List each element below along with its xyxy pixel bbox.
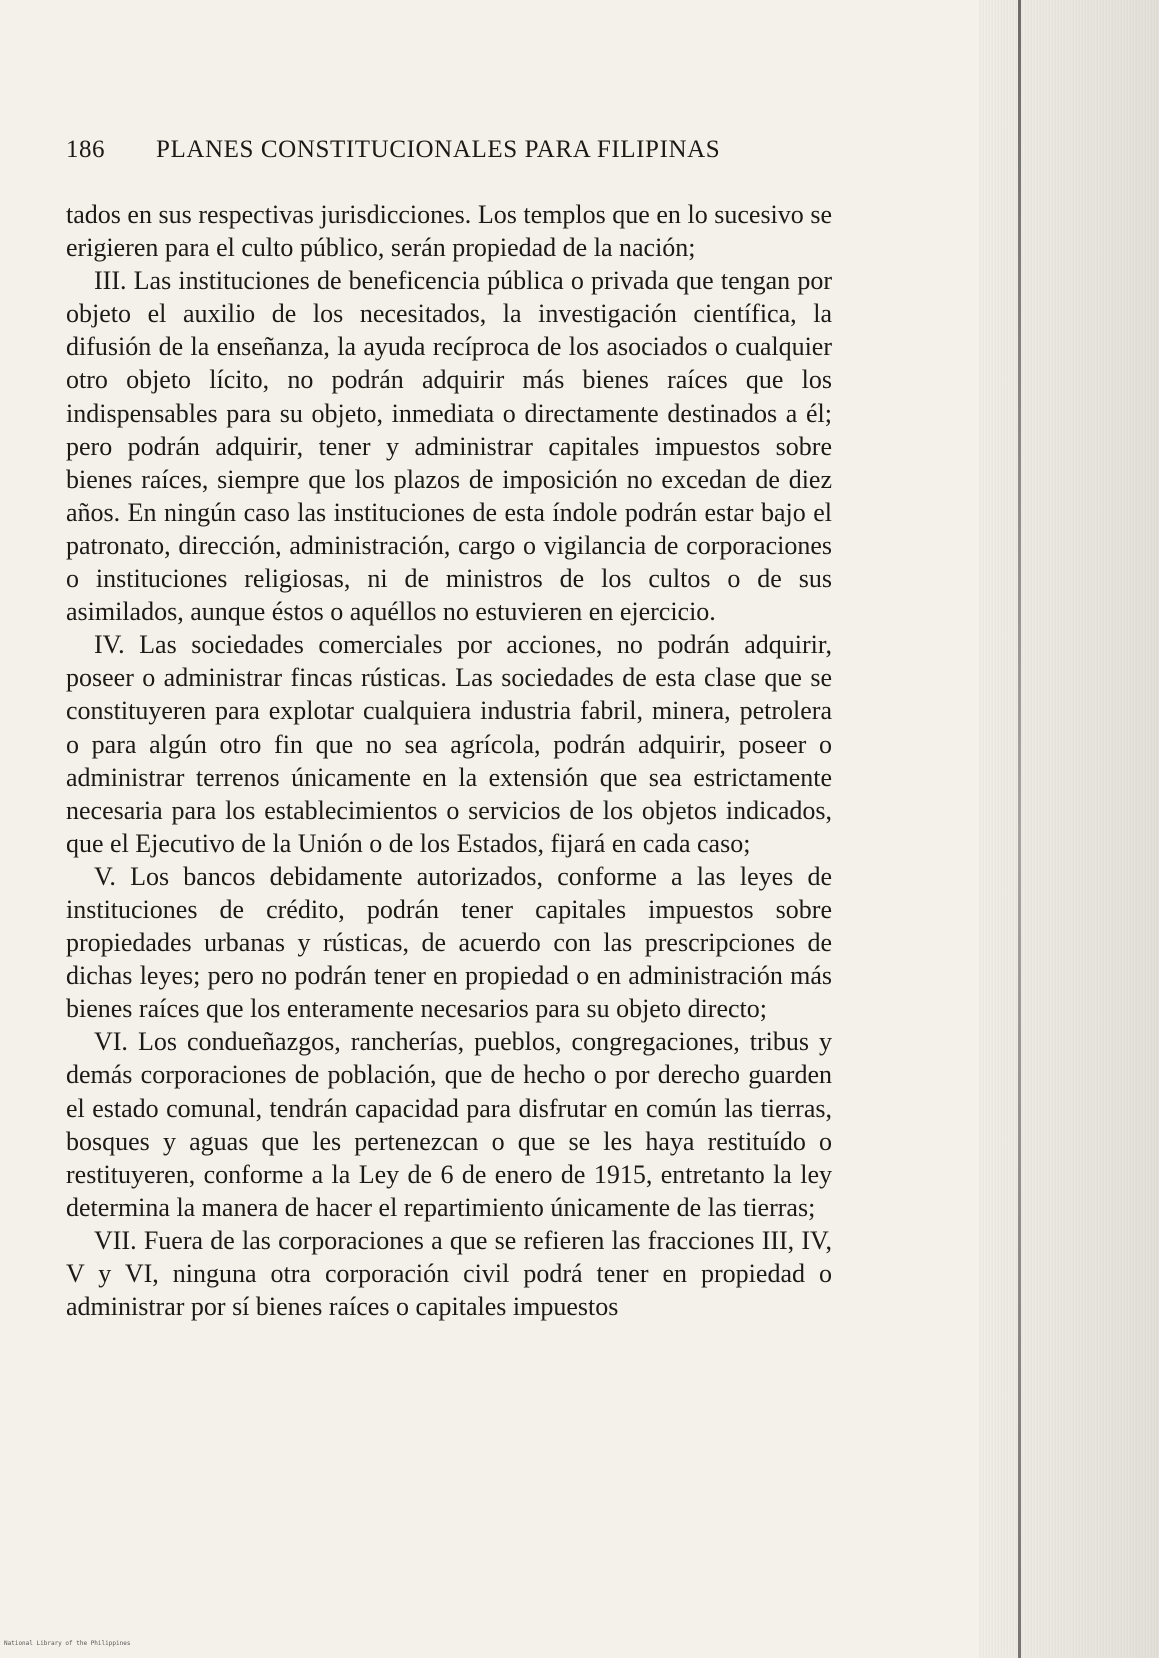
paragraph-fraction-v: V. Los bancos debidamente autorizados, conforme a las leyes de instituciones de crédito, podrán tener capitales impuestos sobre propiedades urbanas y rústicas, de acuerdo con las prescripciones de dichas leyes; pero no podrán tener en propiedad o en administración más bienes raíces que los enteramente necesarios para su objeto directo; bbox=[66, 861, 832, 1024]
page-edge-shadow bbox=[979, 0, 1159, 1658]
body-text bbox=[66, 198, 832, 1323]
running-title: PLANES CONSTITUCIONALES PARA FILIPINAS bbox=[156, 136, 721, 163]
paragraph-fraction-vii: VII. Fuera de las corporaciones a que se refieren las fracciones III, IV, V y VI, ninguna otra corporación civil podrá tener en propiedad o administrar por sí bienes raíces o capitales impuestos bbox=[66, 1225, 832, 1322]
page-header bbox=[66, 136, 979, 164]
paragraph-fraction-iii: III. Las instituciones de beneficencia pública o privada que tengan por objeto el auxilio de los necesitados, la investigación científica, la difusión de la enseñanza, la ayuda recíproca de los asociados o cualquier otro objeto lícito, no podrán adquirir más bienes raíces que los indispensables para su objeto, inmediata o directamente destinados a él; pero podrán adquirir, tener y administrar capitales impuestos sobre bienes raíces, siempre que los plazos de imposición no excedan de diez años. En ningún caso las instituciones de esta índole podrán estar bajo el patronato, dirección, administración, cargo o vigilancia de corporaciones o instituciones religiosas, ni de ministros de los cultos o de sus asimilados, aunque éstos o aquéllos no estuvieren en ejercicio. bbox=[66, 266, 832, 627]
paragraph-continuation: tados en sus respectivas jurisdicciones. Los templos que en lo sucesivo se erigieren para el culto público, serán propiedad de la nación; bbox=[66, 200, 832, 263]
page-number: 186 bbox=[66, 136, 105, 163]
scan-footer-note: National Library of the Philippines bbox=[4, 1640, 131, 1647]
paragraph-fraction-vi: VI. Los condueñazgos, rancherías, pueblos, congregaciones, tribus y demás corporaciones de población, que de hecho o por derecho guarden el estado comunal, tendrán capacidad para disfrutar en común las tierras, bosques y aguas que les pertenezcan o que se les haya restituído o restituyeren, conforme a la Ley de 6 de enero de 1915, entretanto la ley determina la manera de hacer el repartimiento únicamente de las tierras; bbox=[66, 1027, 832, 1222]
page-spine-line bbox=[1018, 0, 1021, 1658]
paragraph-fraction-iv: IV. Las sociedades comerciales por acciones, no podrán adquirir, poseer o administrar fincas rústicas. Las sociedades de esta clase que se constituyeren para explotar cualquiera industria fabril, minera, petrolera o para algún otro fin que no sea agrícola, podrán adquirir, poseer o administrar terrenos únicamente en la extensión que sea estrictamente necesaria para los establecimientos o servicios de los objetos indicados, que el Ejecutivo de la Unión o de los Estados, fijará en cada caso; bbox=[66, 630, 832, 858]
